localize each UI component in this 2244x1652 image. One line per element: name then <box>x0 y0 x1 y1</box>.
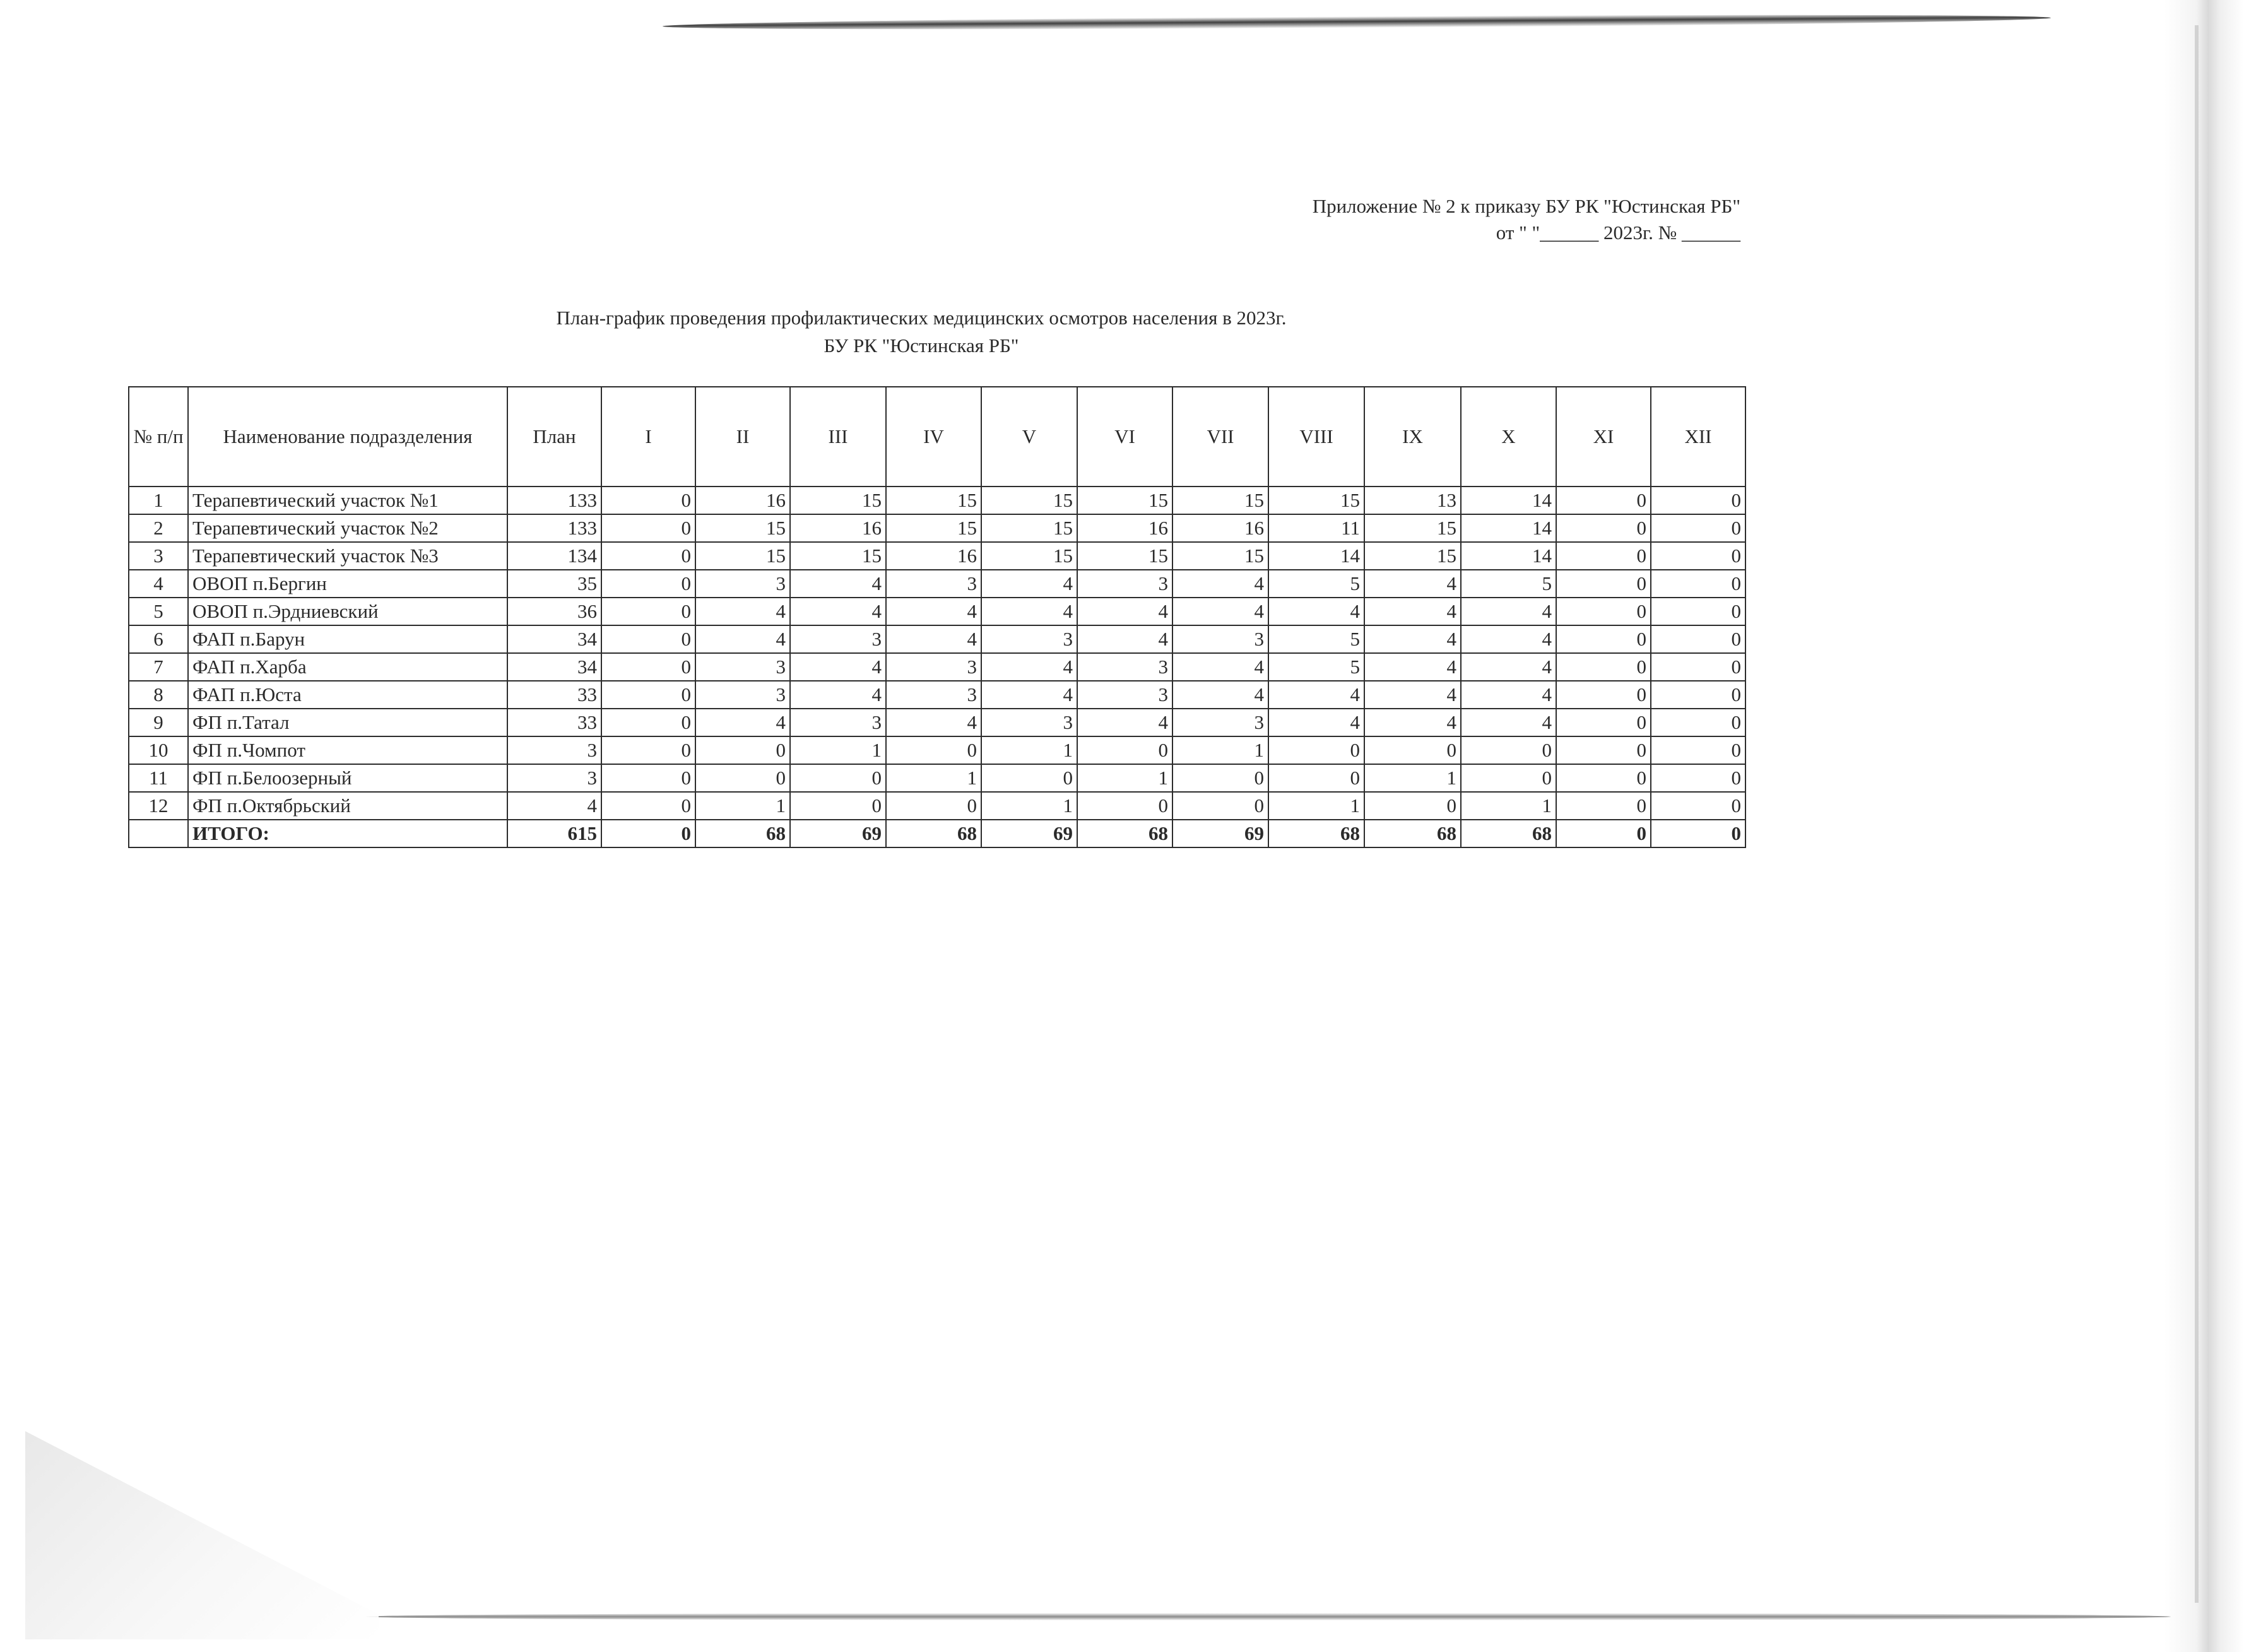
total-number-empty <box>129 820 188 847</box>
month-cell: 4 <box>1364 625 1461 653</box>
total-cell: 69 <box>1172 820 1268 847</box>
table-row <box>129 487 1745 514</box>
column-header: X <box>1461 387 1556 487</box>
month-cell: 3 <box>886 570 981 598</box>
month-cell: 15 <box>1172 542 1268 570</box>
department-name: Терапевтический участок №2 <box>188 514 507 542</box>
plan-cell: 33 <box>507 709 601 736</box>
column-header: II <box>695 387 790 487</box>
month-cell: 0 <box>981 764 1077 792</box>
total-cell: 68 <box>1364 820 1461 847</box>
table-row <box>129 653 1745 681</box>
month-cell: 4 <box>1077 625 1172 653</box>
month-cell: 0 <box>601 625 695 653</box>
month-cell: 4 <box>1172 653 1268 681</box>
column-header: План <box>507 387 601 487</box>
row-number: 4 <box>129 570 188 598</box>
month-cell: 0 <box>601 487 695 514</box>
month-cell: 3 <box>981 709 1077 736</box>
month-cell: 4 <box>981 598 1077 625</box>
month-cell: 15 <box>790 542 886 570</box>
month-cell: 5 <box>1268 653 1364 681</box>
column-header: VII <box>1172 387 1268 487</box>
month-cell: 1 <box>790 736 886 764</box>
total-cell: 69 <box>790 820 886 847</box>
month-cell: 0 <box>1364 792 1461 820</box>
month-cell: 15 <box>695 514 790 542</box>
month-cell: 0 <box>886 792 981 820</box>
department-name: ФАП п.Юста <box>188 681 507 709</box>
month-cell: 4 <box>790 570 886 598</box>
month-cell: 4 <box>1172 570 1268 598</box>
month-cell: 3 <box>886 653 981 681</box>
scan-page-corner <box>25 1431 379 1639</box>
month-cell: 13 <box>1364 487 1461 514</box>
month-cell: 4 <box>1077 709 1172 736</box>
scan-edge-right-line <box>2195 25 2199 1603</box>
month-cell: 0 <box>1364 736 1461 764</box>
month-cell: 0 <box>1651 736 1745 764</box>
month-cell: 16 <box>695 487 790 514</box>
month-cell: 0 <box>1461 736 1556 764</box>
month-cell: 11 <box>1268 514 1364 542</box>
month-cell: 0 <box>1556 709 1651 736</box>
month-cell: 4 <box>1172 681 1268 709</box>
department-name: ФП п.Белоозерный <box>188 764 507 792</box>
month-cell: 0 <box>886 736 981 764</box>
department-name: ФП п.Татал <box>188 709 507 736</box>
month-cell: 1 <box>1268 792 1364 820</box>
month-cell: 5 <box>1461 570 1556 598</box>
month-cell: 0 <box>601 764 695 792</box>
plan-cell: 134 <box>507 542 601 570</box>
month-cell: 5 <box>1268 570 1364 598</box>
month-cell: 0 <box>1556 625 1651 653</box>
month-cell: 1 <box>1077 764 1172 792</box>
month-cell: 5 <box>1268 625 1364 653</box>
month-cell: 15 <box>695 542 790 570</box>
month-cell: 3 <box>1077 570 1172 598</box>
appendix-header <box>1313 193 1740 246</box>
total-cell: 68 <box>1077 820 1172 847</box>
month-cell: 0 <box>1556 681 1651 709</box>
table-row <box>129 764 1745 792</box>
total-cell: 68 <box>886 820 981 847</box>
month-cell: 0 <box>1651 487 1745 514</box>
row-number: 11 <box>129 764 188 792</box>
month-cell: 0 <box>601 709 695 736</box>
row-number: 1 <box>129 487 188 514</box>
total-cell: 0 <box>1651 820 1745 847</box>
table-row <box>129 792 1745 820</box>
column-header: № п/п <box>129 387 188 487</box>
plan-cell: 133 <box>507 514 601 542</box>
month-cell: 4 <box>1268 681 1364 709</box>
month-cell: 4 <box>790 681 886 709</box>
total-cell: 69 <box>981 820 1077 847</box>
month-cell: 4 <box>1364 570 1461 598</box>
plan-cell: 3 <box>507 736 601 764</box>
month-cell: 0 <box>790 792 886 820</box>
column-header: VI <box>1077 387 1172 487</box>
month-cell: 4 <box>1364 653 1461 681</box>
month-cell: 4 <box>790 598 886 625</box>
scan-edge-right <box>2164 0 2244 1652</box>
plan-cell: 35 <box>507 570 601 598</box>
month-cell: 15 <box>981 542 1077 570</box>
column-header: IX <box>1364 387 1461 487</box>
month-cell: 0 <box>695 764 790 792</box>
department-name: ОВОП п.Эрдниевский <box>188 598 507 625</box>
plan-cell: 36 <box>507 598 601 625</box>
title-line-2: БУ РК "Юстинская РБ" <box>824 334 1019 357</box>
month-cell: 0 <box>1651 681 1745 709</box>
table-row <box>129 598 1745 625</box>
month-cell: 15 <box>886 514 981 542</box>
month-cell: 0 <box>1556 598 1651 625</box>
plan-cell: 33 <box>507 681 601 709</box>
month-cell: 1 <box>1172 736 1268 764</box>
month-cell: 0 <box>695 736 790 764</box>
total-cell: 0 <box>1556 820 1651 847</box>
month-cell: 0 <box>601 542 695 570</box>
table-body <box>129 487 1745 847</box>
column-header: IV <box>886 387 981 487</box>
plan-cell: 4 <box>507 792 601 820</box>
scan-edge-top <box>663 12 2051 32</box>
column-header: XI <box>1556 387 1651 487</box>
month-cell: 15 <box>981 487 1077 514</box>
month-cell: 3 <box>1172 625 1268 653</box>
title-line-1: План-график проведения профилактических медицинских осмотров населения в 2023г. <box>556 307 1287 329</box>
month-cell: 4 <box>1364 709 1461 736</box>
total-cell: 68 <box>695 820 790 847</box>
table-header-row <box>129 387 1745 487</box>
month-cell: 0 <box>1651 570 1745 598</box>
month-cell: 0 <box>1556 792 1651 820</box>
month-cell: 0 <box>1077 736 1172 764</box>
department-name: ФАП п.Барун <box>188 625 507 653</box>
month-cell: 0 <box>790 764 886 792</box>
column-header: III <box>790 387 886 487</box>
month-cell: 0 <box>1651 792 1745 820</box>
month-cell: 4 <box>790 653 886 681</box>
month-cell: 15 <box>1364 542 1461 570</box>
month-cell: 0 <box>601 736 695 764</box>
month-cell: 1 <box>1364 764 1461 792</box>
month-cell: 16 <box>790 514 886 542</box>
plan-cell: 34 <box>507 625 601 653</box>
row-number: 3 <box>129 542 188 570</box>
document-title <box>442 304 1401 360</box>
month-cell: 3 <box>695 653 790 681</box>
total-row <box>129 820 1745 847</box>
month-cell: 15 <box>981 514 1077 542</box>
row-number: 12 <box>129 792 188 820</box>
plan-cell: 34 <box>507 653 601 681</box>
month-cell: 16 <box>1077 514 1172 542</box>
month-cell: 15 <box>1364 514 1461 542</box>
month-cell: 3 <box>981 625 1077 653</box>
row-number: 2 <box>129 514 188 542</box>
month-cell: 3 <box>695 681 790 709</box>
month-cell: 16 <box>886 542 981 570</box>
month-cell: 1 <box>1461 792 1556 820</box>
month-cell: 0 <box>1556 736 1651 764</box>
month-cell: 0 <box>601 681 695 709</box>
month-cell: 0 <box>1651 542 1745 570</box>
month-cell: 0 <box>601 514 695 542</box>
table-row <box>129 570 1745 598</box>
month-cell: 3 <box>695 570 790 598</box>
month-cell: 4 <box>981 681 1077 709</box>
plan-table <box>128 386 1746 848</box>
month-cell: 4 <box>1461 598 1556 625</box>
month-cell: 15 <box>1268 487 1364 514</box>
month-cell: 15 <box>790 487 886 514</box>
month-cell: 1 <box>981 792 1077 820</box>
plan-cell: 3 <box>507 764 601 792</box>
table-row <box>129 625 1745 653</box>
month-cell: 0 <box>1651 709 1745 736</box>
scan-edge-bottom <box>366 1613 2171 1620</box>
month-cell: 14 <box>1461 514 1556 542</box>
month-cell: 4 <box>1172 598 1268 625</box>
month-cell: 4 <box>886 625 981 653</box>
appendix-line-1: Приложение № 2 к приказу БУ РК "Юстинская РБ" <box>1312 195 1740 217</box>
month-cell: 4 <box>1461 625 1556 653</box>
month-cell: 14 <box>1268 542 1364 570</box>
month-cell: 0 <box>601 598 695 625</box>
month-cell: 4 <box>981 570 1077 598</box>
month-cell: 4 <box>695 598 790 625</box>
month-cell: 0 <box>1556 570 1651 598</box>
month-cell: 4 <box>1268 709 1364 736</box>
department-name: ФП п.Чомпот <box>188 736 507 764</box>
month-cell: 3 <box>1077 681 1172 709</box>
table-row <box>129 736 1745 764</box>
month-cell: 0 <box>1651 653 1745 681</box>
month-cell: 4 <box>1364 598 1461 625</box>
month-cell: 4 <box>886 709 981 736</box>
month-cell: 0 <box>1651 625 1745 653</box>
month-cell: 0 <box>1651 514 1745 542</box>
month-cell: 1 <box>886 764 981 792</box>
month-cell: 3 <box>1077 653 1172 681</box>
month-cell: 0 <box>1077 792 1172 820</box>
month-cell: 1 <box>695 792 790 820</box>
month-cell: 4 <box>695 709 790 736</box>
month-cell: 0 <box>1461 764 1556 792</box>
month-cell: 0 <box>1556 542 1651 570</box>
row-number: 9 <box>129 709 188 736</box>
total-cell: 615 <box>507 820 601 847</box>
month-cell: 0 <box>1651 764 1745 792</box>
month-cell: 15 <box>1077 487 1172 514</box>
month-cell: 0 <box>1268 764 1364 792</box>
month-cell: 0 <box>1172 764 1268 792</box>
department-name: Терапевтический участок №3 <box>188 542 507 570</box>
month-cell: 3 <box>790 625 886 653</box>
row-number: 7 <box>129 653 188 681</box>
column-header: Наименование подразделения <box>188 387 507 487</box>
month-cell: 4 <box>886 598 981 625</box>
month-cell: 14 <box>1461 487 1556 514</box>
row-number: 10 <box>129 736 188 764</box>
month-cell: 4 <box>1077 598 1172 625</box>
month-cell: 0 <box>1556 653 1651 681</box>
month-cell: 0 <box>1556 487 1651 514</box>
month-cell: 3 <box>1172 709 1268 736</box>
month-cell: 0 <box>1268 736 1364 764</box>
row-number: 6 <box>129 625 188 653</box>
total-cell: 68 <box>1268 820 1364 847</box>
month-cell: 4 <box>1268 598 1364 625</box>
month-cell: 4 <box>695 625 790 653</box>
plan-cell: 133 <box>507 487 601 514</box>
table-row <box>129 709 1745 736</box>
department-name: ФП п.Октябрьский <box>188 792 507 820</box>
month-cell: 15 <box>1077 542 1172 570</box>
table-row <box>129 542 1745 570</box>
month-cell: 0 <box>601 792 695 820</box>
month-cell: 0 <box>1172 792 1268 820</box>
month-cell: 0 <box>1651 598 1745 625</box>
appendix-line-2: от " "______ 2023г. № ______ <box>1496 221 1740 244</box>
column-header: XII <box>1651 387 1745 487</box>
month-cell: 3 <box>886 681 981 709</box>
total-label: ИТОГО: <box>188 820 507 847</box>
total-cell: 68 <box>1461 820 1556 847</box>
month-cell: 4 <box>1461 709 1556 736</box>
table-row <box>129 514 1745 542</box>
month-cell: 0 <box>601 653 695 681</box>
month-cell: 4 <box>1461 681 1556 709</box>
month-cell: 4 <box>1461 653 1556 681</box>
month-cell: 3 <box>790 709 886 736</box>
row-number: 5 <box>129 598 188 625</box>
month-cell: 1 <box>981 736 1077 764</box>
month-cell: 16 <box>1172 514 1268 542</box>
total-cell: 0 <box>601 820 695 847</box>
column-header: I <box>601 387 695 487</box>
month-cell: 0 <box>601 570 695 598</box>
month-cell: 0 <box>1556 764 1651 792</box>
row-number: 8 <box>129 681 188 709</box>
table-row <box>129 681 1745 709</box>
month-cell: 14 <box>1461 542 1556 570</box>
column-header: VIII <box>1268 387 1364 487</box>
month-cell: 4 <box>1364 681 1461 709</box>
month-cell: 15 <box>1172 487 1268 514</box>
department-name: ОВОП п.Бергин <box>188 570 507 598</box>
column-header: V <box>981 387 1077 487</box>
department-name: ФАП п.Харба <box>188 653 507 681</box>
month-cell: 15 <box>886 487 981 514</box>
month-cell: 4 <box>981 653 1077 681</box>
department-name: Терапевтический участок №1 <box>188 487 507 514</box>
month-cell: 0 <box>1556 514 1651 542</box>
